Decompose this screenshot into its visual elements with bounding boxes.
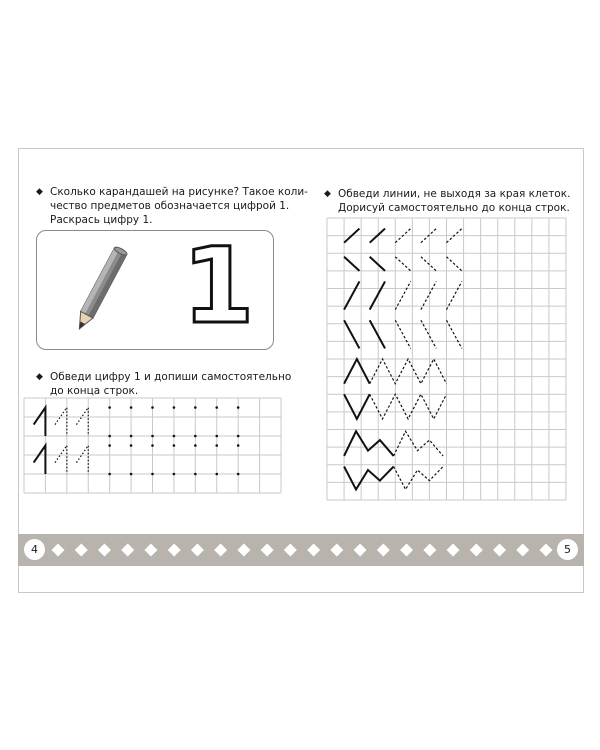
tall-slash-stroke [447, 281, 462, 309]
diamond-icon [261, 544, 274, 557]
diamond-icon [354, 544, 367, 557]
diamond-icon [400, 544, 413, 557]
tall-slash-stroke [344, 281, 359, 309]
start-dot [108, 444, 111, 447]
start-dot [237, 406, 240, 409]
tall-slash-stroke [370, 281, 385, 309]
start-dot [151, 444, 154, 447]
zigzag-solid [344, 394, 370, 419]
task-2-line-1: Обведи цифру 1 и допиши самостоятельно [50, 371, 292, 383]
end-dot [130, 435, 133, 438]
diamond-icon [470, 544, 483, 557]
zigzag-dashed [370, 394, 447, 419]
start-dot [173, 444, 176, 447]
start-dot [215, 444, 218, 447]
end-dot [173, 473, 176, 476]
diamond-icon [307, 544, 320, 557]
task-2-line-2: до конца строк. [50, 385, 139, 397]
diamond-icon [284, 544, 297, 557]
start-dot [130, 444, 133, 447]
end-dot [237, 435, 240, 438]
diamond-bullet-icon: ◆ [36, 187, 43, 197]
task-2-text [36, 370, 292, 398]
end-dot [194, 435, 197, 438]
end-dot [173, 435, 176, 438]
tall-backslash-stroke [395, 320, 410, 348]
diamond-icon [98, 544, 111, 557]
page-number-right: 5 [557, 539, 578, 560]
digit-one-outline: 1 [182, 225, 255, 347]
footer-diamond-row [18, 534, 584, 566]
diamond-bullet-icon: ◆ [36, 372, 43, 382]
start-dot [215, 406, 218, 409]
task-1-line-1: Сколько карандашей на рисунке? Такое коли- [50, 186, 308, 198]
digit-one-sample [34, 408, 46, 437]
end-dot [151, 435, 154, 438]
end-dot [151, 473, 154, 476]
backslash-stroke [421, 257, 436, 271]
wave-dashed [394, 467, 444, 490]
task-3-line-1: Обведи линии, не выходя за края клеток. [338, 188, 571, 200]
diamond-icon [75, 544, 88, 557]
diamond-icon [52, 544, 65, 557]
tall-backslash-stroke [344, 320, 359, 348]
digit-one-dotted [55, 446, 67, 475]
diamond-bullet-icon: ◆ [324, 189, 331, 199]
digit-one-sample [34, 446, 46, 475]
start-dot [108, 406, 111, 409]
start-dot [194, 406, 197, 409]
end-dot [215, 435, 218, 438]
tall-backslash-stroke [421, 320, 436, 348]
right-tracing-grid [327, 218, 566, 500]
tall-slash-stroke [421, 281, 436, 309]
backslash-stroke [344, 257, 359, 271]
diamond-icon [330, 544, 343, 557]
page-number-left: 4 [24, 539, 45, 560]
task-1-line-3: Раскрась цифру 1. [50, 214, 153, 226]
diamond-icon [168, 544, 181, 557]
diamond-icon [121, 544, 134, 557]
tall-slash-stroke [395, 281, 410, 309]
start-dot [237, 444, 240, 447]
start-dot [194, 444, 197, 447]
backslash-stroke [447, 257, 462, 271]
start-dot [173, 406, 176, 409]
start-dot [151, 406, 154, 409]
tall-backslash-stroke [370, 320, 385, 348]
zigzag-solid [344, 359, 370, 384]
backslash-stroke [395, 257, 410, 271]
diamond-icon [493, 544, 506, 557]
task-1-line-2: чество предметов обозначается цифрой 1. [50, 200, 290, 212]
diamond-icon [191, 544, 204, 557]
end-dot [237, 473, 240, 476]
end-dot [215, 473, 218, 476]
tall-backslash-stroke [447, 320, 462, 348]
backslash-stroke [370, 257, 385, 271]
diamond-icon [447, 544, 460, 557]
task-3-line-2: Дорисуй самостоятельно до конца строк. [338, 202, 570, 214]
diamond-icon [540, 544, 553, 557]
wave-solid [344, 431, 394, 456]
left-writing-grid [24, 398, 281, 493]
diamond-icon [214, 544, 227, 557]
end-dot [130, 473, 133, 476]
digit-one-dotted [76, 446, 88, 475]
diamond-icon [237, 544, 250, 557]
wave-dashed [394, 431, 444, 456]
zigzag-dashed [370, 359, 447, 384]
task-3-text [324, 187, 571, 215]
diamond-icon [516, 544, 529, 557]
end-dot [194, 473, 197, 476]
digit-one-dotted [55, 408, 67, 437]
pencil-icon [60, 240, 140, 340]
end-dot [108, 435, 111, 438]
task-1-text [36, 185, 308, 227]
diamond-icon [423, 544, 436, 557]
wave-solid [344, 467, 394, 490]
digit-one-dotted [76, 408, 88, 437]
diamond-icon [377, 544, 390, 557]
start-dot [130, 406, 133, 409]
diamond-icon [144, 544, 157, 557]
end-dot [108, 473, 111, 476]
